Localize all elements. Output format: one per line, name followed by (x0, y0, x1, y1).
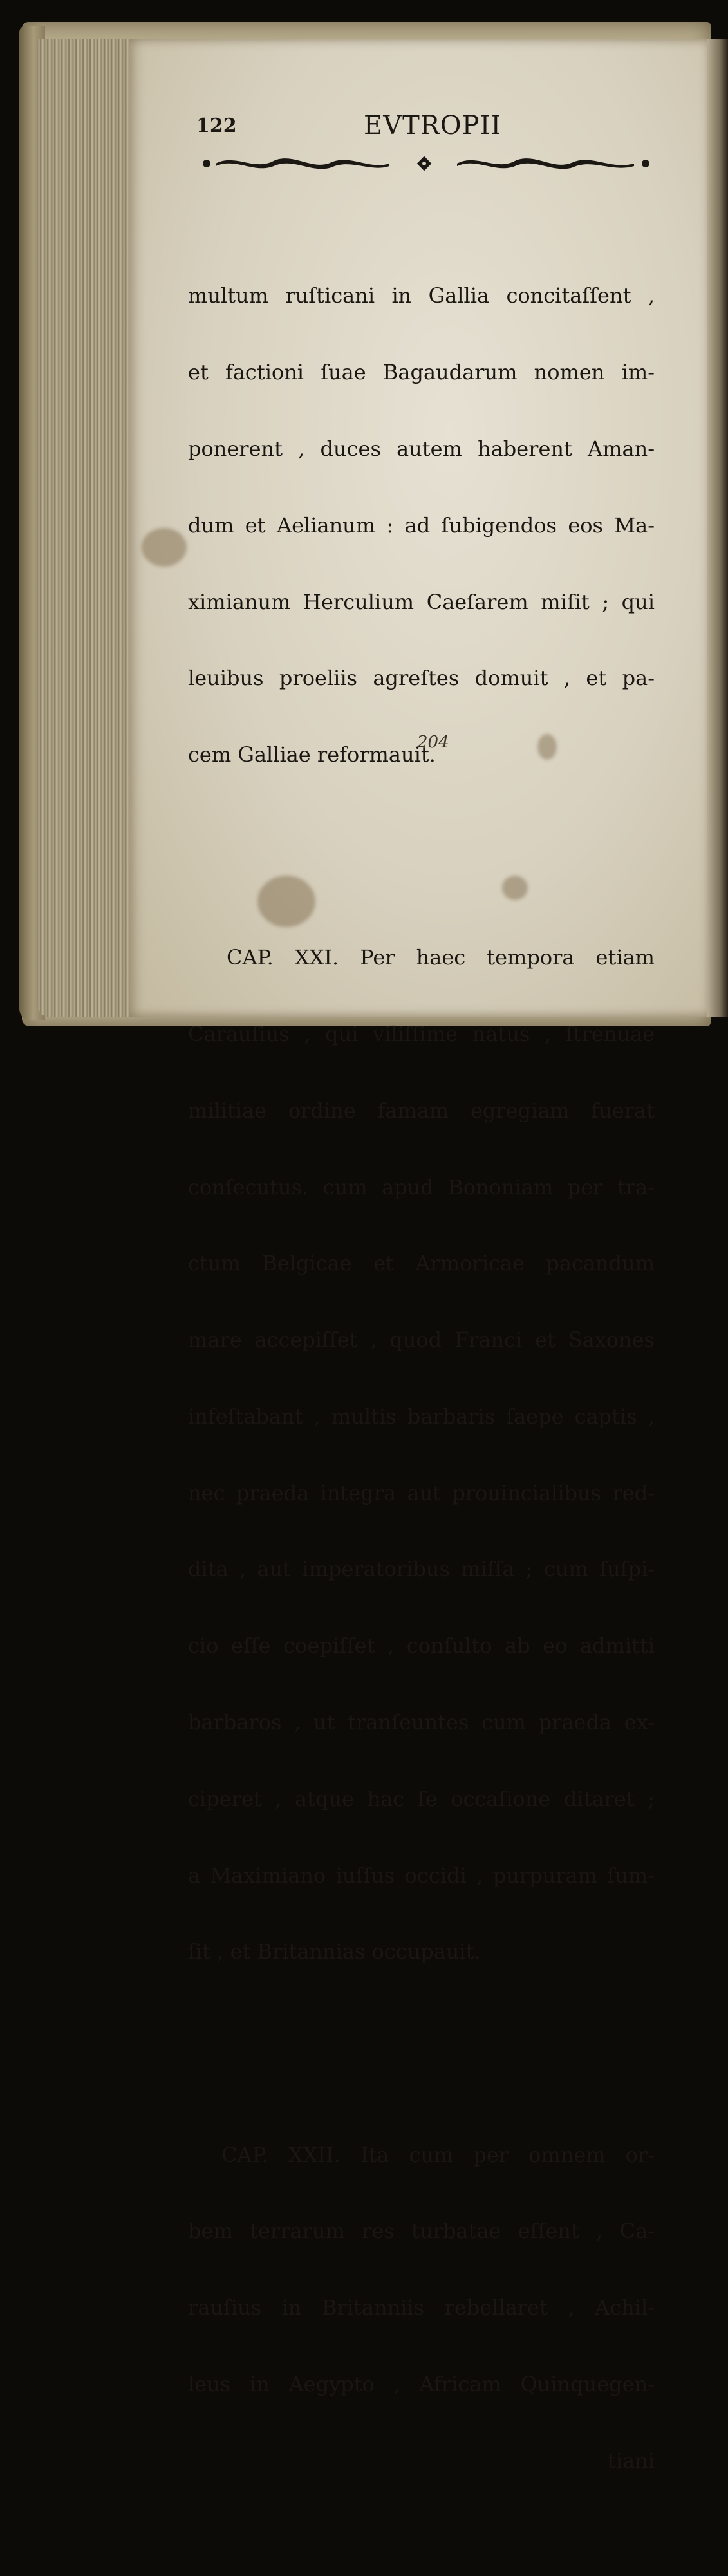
page-right-edge (707, 39, 728, 1017)
text-line: ſit , et Britannias occupauit. (188, 1939, 481, 1964)
text-line: dum et Aelianum : ad ſubigendos eos Ma- (188, 512, 655, 538)
chapter-heading-line: CAP. XXI. Per haec tempora etiam (227, 945, 655, 970)
main-text (188, 182, 655, 2576)
text-line: barbaros , ut tranſeuntes cum praeda ex- (188, 1710, 655, 1735)
catchword: tiani (607, 2448, 655, 2473)
text-line: ciperet , atque hac ſe occaſione ditaret ; (188, 1786, 655, 1811)
text-line: rauſius in Britanniis rebellaret , Achil- (188, 2295, 655, 2320)
text-line: leuibus proeliis agreſtes domuit , et pa- (188, 666, 655, 691)
chapter-heading-line: CAP. XXII. Ita cum per omnem or- (221, 2142, 655, 2167)
text-line: cem Galliae reformauit. (188, 742, 436, 767)
paragraph (188, 894, 655, 2016)
text-line: dita , aut imperatoribus miſſa ; cum ſuſpi- (188, 1557, 655, 1582)
paragraph (188, 232, 655, 819)
handwritten-note: 204 (417, 733, 449, 752)
running-title: EVTROPII (364, 111, 502, 140)
text-line: bem terrarum res turbatae eſſent , Ca- (188, 2219, 655, 2244)
text-line: cio eſſe coepiſſet , conſulto ab eo admitti (188, 1633, 655, 1659)
stain (142, 528, 187, 567)
text-line: multum ruſticani in Gallia concitaſſent , (188, 283, 655, 308)
text-line: leus in Aegypto , Africam Quinquegen- (188, 2371, 655, 2396)
text-line: conſecutus. cum apud Bononiam per tra- (188, 1174, 655, 1199)
text-line: ctum Belgicae et Armoricae pacandum (188, 1251, 655, 1276)
text-line: ponerent , duces autem haberent Aman- (188, 436, 655, 461)
text-line: et factioni ſuae Bagaudarum nomen im- (188, 360, 655, 385)
page-header (196, 108, 647, 147)
text-line: nec praeda integra aut prouincialibus red- (188, 1480, 655, 1505)
text-line: militiae ordine famam egregiam fuerat (188, 1098, 655, 1123)
text-line: ximianum Herculium Caeſarem miſit ; qui (188, 589, 655, 614)
text-line: mare accepiſſet , quod Franci et Saxones (188, 1328, 655, 1353)
page-number: 122 (196, 115, 237, 137)
floral-rule-ornament-icon (196, 152, 657, 175)
text-line: a Maximiano iuſſus occidi , purpuram ſum- (188, 1863, 655, 1888)
page-edges (37, 39, 134, 1017)
paragraph (188, 2091, 655, 2524)
text-line: Carauſius , qui viliſſime natus , ſtrenuae (188, 1022, 655, 1046)
text-line: infeſtabant , multis barbaris ſaepe captis , (188, 1404, 655, 1429)
